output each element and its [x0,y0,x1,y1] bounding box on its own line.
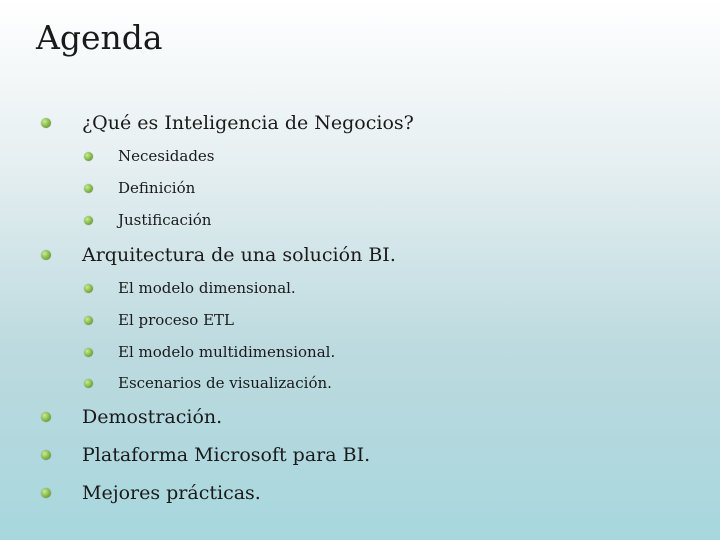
bullet-icon [84,284,93,293]
bullet-icon [41,250,51,260]
bullet-icon [84,379,93,388]
bullet-icon [84,316,93,325]
agenda-subitem-label: El modelo multidimensional. [118,343,336,361]
agenda-item-label: Mejores prácticas. [82,482,261,504]
agenda-subitem-label: Necesidades [118,147,215,165]
bullet-icon [84,184,93,193]
agenda-subitem-label: El modelo dimensional. [118,279,296,297]
agenda-subitem-label: El proceso ETL [118,311,235,329]
agenda-item-label: Demostración. [82,406,223,428]
agenda-subitem-label: Escenarios de visualización. [118,374,332,392]
agenda-subitem-label: Definición [118,179,196,197]
bullet-icon [41,488,51,498]
agenda-item-label: ¿Qué es Inteligencia de Negocios? [82,112,414,134]
bullet-icon [84,348,93,357]
bullet-icon [41,118,51,128]
bullet-icon [41,412,51,422]
agenda-subitem-label: Justificación [118,211,212,229]
bullet-icon [84,216,93,225]
slide-title: Agenda [36,18,163,57]
bullet-icon [84,152,93,161]
agenda-item-label: Plataforma Microsoft para BI. [82,444,371,466]
bullet-icon [41,450,51,460]
agenda-item-label: Arquitectura de una solución BI. [82,244,396,266]
